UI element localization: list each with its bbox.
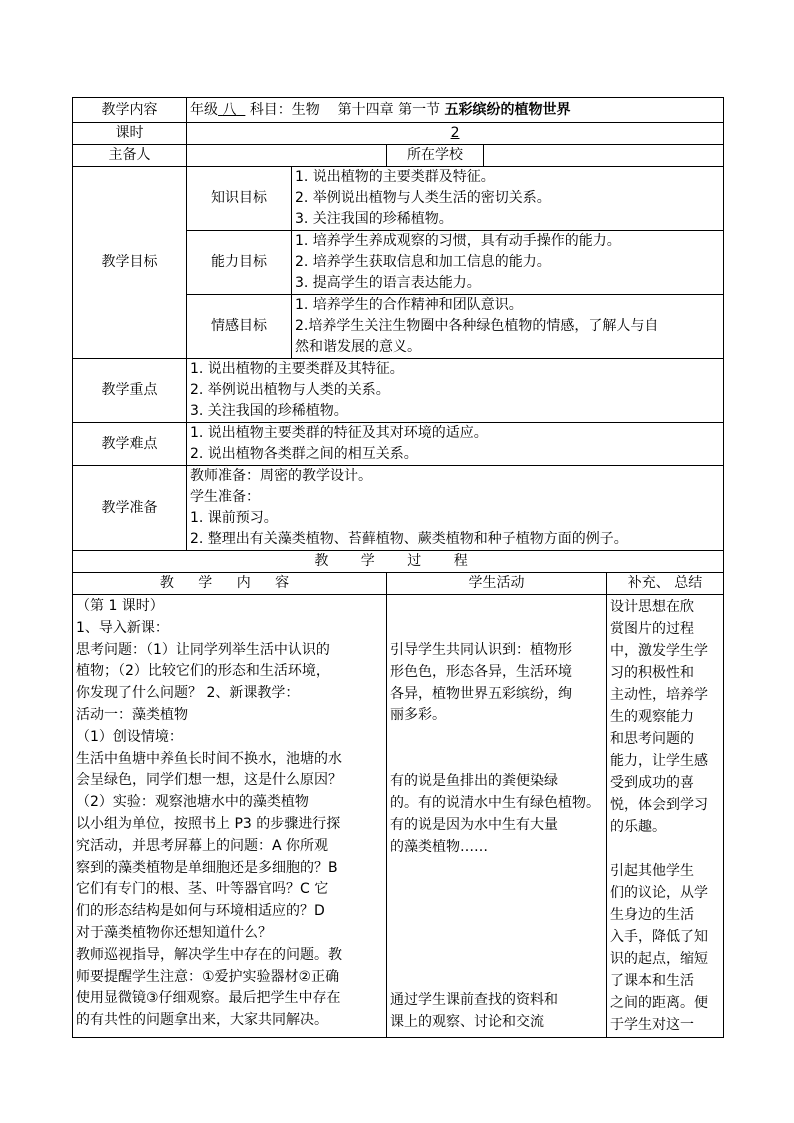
preparation-items: 教师准备：周密的教学设计。 学生准备： 1. 课前预习。 2. 整理出有关藻类植物、苔藓植物、蕨类植物和种子植物方面的例子。 <box>187 466 724 551</box>
content-label: 教学内容 <box>73 98 187 123</box>
subject: 科目：生物 <box>249 101 320 118</box>
summary-notes: 设计思想在欣 赏图片的过程 中，激发学生学 习的积极性和 主动性，培养学 生的观察能力 和思考问题的 能力，让学生感 受到成功的喜 悦，体会到学习 的乐趣。 引起其他学生 们的议论，从学 生身边的生活 入手，降低了知 识的起点，缩短 了课本和生活 之间的距离。便 于学生对这一 <box>607 595 724 1038</box>
periods-value: 2 <box>187 123 724 145</box>
school-label: 所在学校 <box>387 145 484 167</box>
school-value <box>484 145 724 167</box>
key-points-row <box>73 359 724 423</box>
preparer-row <box>73 145 724 167</box>
objective-knowledge-row <box>73 167 724 231</box>
student-activity: 引导学生共同认识到：植物形 形色色，形态各异，生活环境 各异，植物世界五彩缤纷，绚 丽多彩。 有的说是鱼排出的粪便染绿 的。有的说清水中生有绿色植物。 有的说是因为水中生有大量 的藻类植物…… 通过学生课前查找的资料和 课上的观察、讨论和交流 <box>387 595 607 1038</box>
teaching-content: （第 1 课时） 1、导入新课： 思考问题：（1）让同学列举生活中认识的 植物；（2）比较它们的形态和生活环境， 你发现了什么问题？ 2、新课教学： 活动一：藻类植物 （1）创设情境： 生活中鱼塘中养鱼长时间不换水，池塘的水 会呈绿色，同学们想一想，这是什么原因？ （2）实验：观察池塘水中的藻类植物 以小组为单位，按照书上 P3 的步骤进行探 究活动，并思考屏幕上的问题：A 你所观 察到的藻类植物是单细胞还是多细胞的？B 它们有专门的根、茎、叶等器官吗？C 它 们的形态结构是如何与环境相适应的？D 对于藻类植物你还想知道什么？ 教师巡视指导，解决学生中存在的问题。教 师要提醒学生注意：①爱护实验器材②正确 使用显微镜③仔细观察。最后把学生中存在 的有共性的问题拿出来，大家共同解决。 <box>73 595 387 1038</box>
process-body-row <box>73 595 724 1038</box>
preparation-row <box>73 466 724 551</box>
difficulties-label: 教学难点 <box>73 423 187 466</box>
col-student-header: 学生活动 <box>387 573 607 595</box>
grade-value: 八 <box>222 101 237 118</box>
key-points-label: 教学重点 <box>73 359 187 423</box>
ability-items: 1. 培养学生养成观察的习惯，具有动手操作的能力。 2. 培养学生获取信息和加工信息的能力。 3. 提高学生的语言表达能力。 <box>292 231 724 295</box>
chapter: 第十四章 第一节 <box>337 101 441 118</box>
preparation-label: 教学准备 <box>73 466 187 551</box>
header-row <box>73 98 724 123</box>
difficulties-row <box>73 423 724 466</box>
objectives-label: 教学目标 <box>73 167 187 359</box>
process-heading: 教 学 过 程 <box>73 551 724 573</box>
preparer-label: 主备人 <box>73 145 187 167</box>
col-content-header: 教 学 内 容 <box>73 573 387 595</box>
process-columns-row <box>73 573 724 595</box>
key-points-items: 1. 说出植物的主要类群及其特征。 2. 举例说出植物与人类的关系。 3. 关注我国的珍稀植物。 <box>187 359 724 423</box>
header-info <box>187 98 724 123</box>
lesson-title: 五彩缤纷的植物世界 <box>444 101 571 118</box>
emotion-items: 1. 培养学生的合作精神和团队意识。 2.培养学生关注生物圈中各种绿色植物的情感，了解人与自 然和谐发展的意义。 <box>292 295 724 359</box>
emotion-label: 情感目标 <box>187 295 292 359</box>
grade-prefix: 年级 <box>190 101 218 118</box>
periods-row <box>73 123 724 145</box>
col-summary-header: 补充、 总结 <box>607 573 724 595</box>
knowledge-label: 知识目标 <box>187 167 292 231</box>
ability-label: 能力目标 <box>187 231 292 295</box>
knowledge-items: 1. 说出植物的主要类群及特征。 2. 举例说出植物与人类生活的密切关系。 3. 关注我国的珍稀植物。 <box>292 167 724 231</box>
preparer-value <box>187 145 387 167</box>
periods-label: 课时 <box>73 123 187 145</box>
lesson-plan-table <box>72 97 724 1038</box>
process-heading-row <box>73 551 724 573</box>
difficulties-items: 1. 说出植物主要类群的特征及其对环境的适应。 2. 说出植物各类群之间的相互关系。 <box>187 423 724 466</box>
lesson-plan <box>72 97 723 1038</box>
